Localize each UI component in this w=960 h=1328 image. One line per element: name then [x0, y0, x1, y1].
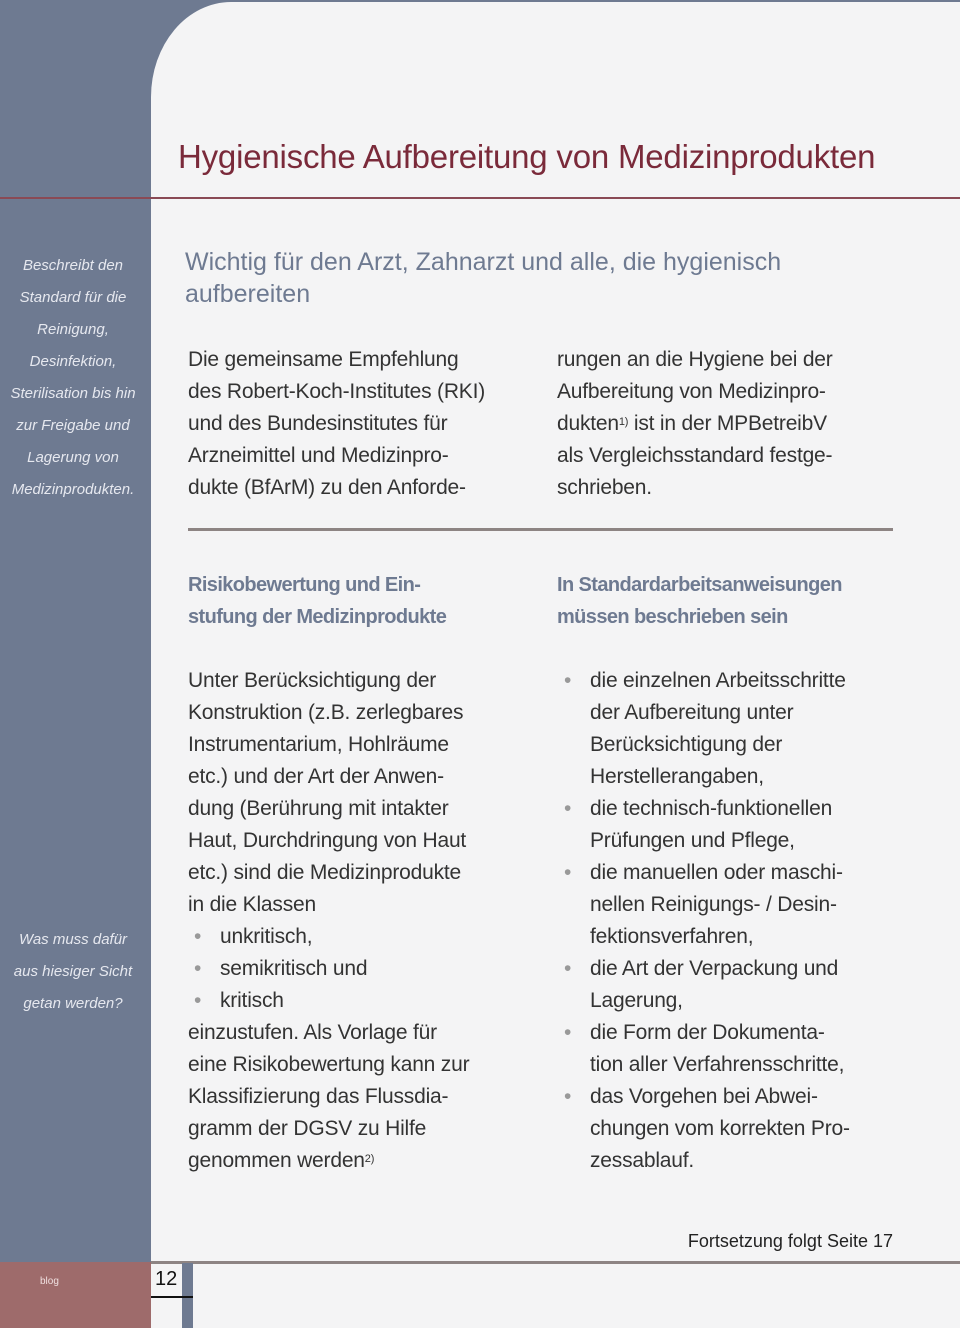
text-line: Medizinprodukten.: [11, 481, 135, 498]
heading-line: müssen beschrieben sein: [557, 606, 788, 628]
bullet-item: • die manuellen oder maschi-: [558, 857, 918, 889]
page-number: 12: [155, 1268, 178, 1290]
intro-column-2: [557, 344, 917, 504]
text-line: Arzneimittel und Medizinpro-: [188, 444, 449, 467]
text-line: Die gemeinsame Empfehlung: [188, 348, 459, 371]
text-line: einzustufen. Als Vorlage für: [188, 1021, 437, 1044]
text-line: Desinfektion,: [29, 353, 117, 370]
footer-block: [0, 1262, 151, 1328]
bullet-item: • die Art der Verpackung und: [558, 953, 918, 985]
text-line: Unter Berücksichtigung der: [188, 669, 437, 692]
bullet-item: Berücksichtigung der: [590, 733, 783, 756]
text: dukten: [557, 412, 619, 435]
text-line: eine Risikobewertung kann zur: [188, 1053, 470, 1076]
sidebar-note-question: [0, 924, 146, 1020]
text-line: [188, 1145, 548, 1177]
text-line: Standard für die: [19, 289, 127, 306]
heading-line: In Standardarbeitsanweisungen: [557, 574, 842, 596]
bullet-item: • die einzelnen Arbeitsschritte: [558, 665, 918, 697]
footnote-ref: 2): [364, 1153, 375, 1165]
text-line: etc.) sind die Medizinprodukte: [188, 861, 461, 884]
heading-line: stufung der Medizinprodukte: [188, 606, 447, 628]
text-line: getan werden?: [23, 995, 123, 1012]
text-line: aus hiesiger Sicht: [13, 963, 133, 980]
text-line: Sterilisation bis hin: [10, 385, 136, 402]
bullet-item: Lagerung,: [590, 989, 683, 1012]
bullet-item: • die technisch-funktionellen: [558, 793, 918, 825]
bullet-item: zessablauf.: [590, 1149, 695, 1172]
footer-rule: [151, 1261, 960, 1264]
bullet-item: tion aller Verfahrensschritte,: [590, 1053, 845, 1076]
footer-label: blog: [40, 1276, 59, 1287]
subtitle: [185, 246, 885, 310]
section1-heading: [188, 569, 528, 633]
text-line: in die Klassen: [188, 893, 316, 916]
text-line: Konstruktion (z.B. zerlegbares: [188, 701, 464, 724]
text-line: Haut, Durchdringung von Haut: [188, 829, 467, 852]
page-number-underline: [151, 1296, 193, 1298]
text-line: Beschreibt den: [22, 257, 124, 274]
bullet-item: • semikritisch und: [188, 953, 548, 985]
bullet-item: • unkritisch,: [188, 921, 548, 953]
section1-body: [188, 665, 548, 1177]
intro-column-1: [188, 344, 548, 504]
sidebar-note-summary: [0, 250, 146, 506]
bullet-item: • kritisch: [188, 985, 548, 1017]
text-line: [557, 408, 917, 440]
text: genommen werden: [188, 1149, 365, 1172]
text-line: zur Freigabe und: [16, 417, 130, 434]
heading-line: Risikobewertung und Ein-: [188, 574, 421, 596]
text-line: Aufbereitung von Medizinpro-: [557, 380, 826, 403]
bullet-item: chungen vom korrekten Pro-: [590, 1117, 850, 1140]
section-divider: [188, 528, 893, 531]
title-rule: [0, 197, 960, 199]
bullet-item: • das Vorgehen bei Abwei-: [558, 1081, 918, 1113]
bullet-item: fektionsverfahren,: [590, 925, 754, 948]
text-line: des Robert-Koch-Institutes (RKI): [188, 380, 486, 403]
bullet-item: Prüfungen und Pflege,: [590, 829, 795, 852]
footnote-ref: 1): [618, 416, 629, 428]
subtitle-line: Wichtig für den Arzt, Zahnarzt und alle, die hygienisch: [185, 248, 782, 276]
text-line: Reinigung,: [37, 321, 109, 338]
text-line: Lagerung von: [27, 449, 119, 466]
page-title: Hygienische Aufbereitung von Medizinprodukten: [178, 138, 876, 175]
section2-heading: [557, 569, 897, 633]
text-line: dukte (BfArM) zu den Anforde-: [188, 476, 466, 499]
bullet-item: nellen Reinigungs- / Desin-: [590, 893, 837, 916]
text-line: gramm der DGSV zu Hilfe: [188, 1117, 427, 1140]
section2-list: [558, 665, 918, 1177]
text-line: schrieben.: [557, 476, 652, 499]
continued-note: Fortsetzung folgt Seite 17: [687, 1231, 893, 1251]
text-line: als Vergleichsstandard festge-: [557, 444, 833, 467]
text-line: dung (Berührung mit intakter: [188, 797, 449, 820]
text-line: und des Bundesinstitutes für: [188, 412, 448, 435]
text-line: rungen an die Hygiene bei der: [557, 348, 833, 371]
text: ist in der MPBetreibV: [628, 412, 827, 435]
bullet-item: • die Form der Dokumenta-: [558, 1017, 918, 1049]
subtitle-line: aufbereiten: [185, 280, 311, 308]
text-line: Was muss dafür: [18, 931, 128, 948]
text-line: etc.) und der Art der Anwen-: [188, 765, 444, 788]
bullet-item: der Aufbereitung unter: [590, 701, 794, 724]
text-line: Instrumentarium, Hohlräume: [188, 733, 449, 756]
bullet-item: Herstellerangaben,: [590, 765, 764, 788]
text-line: Klassifizierung das Flussdia-: [188, 1085, 449, 1108]
